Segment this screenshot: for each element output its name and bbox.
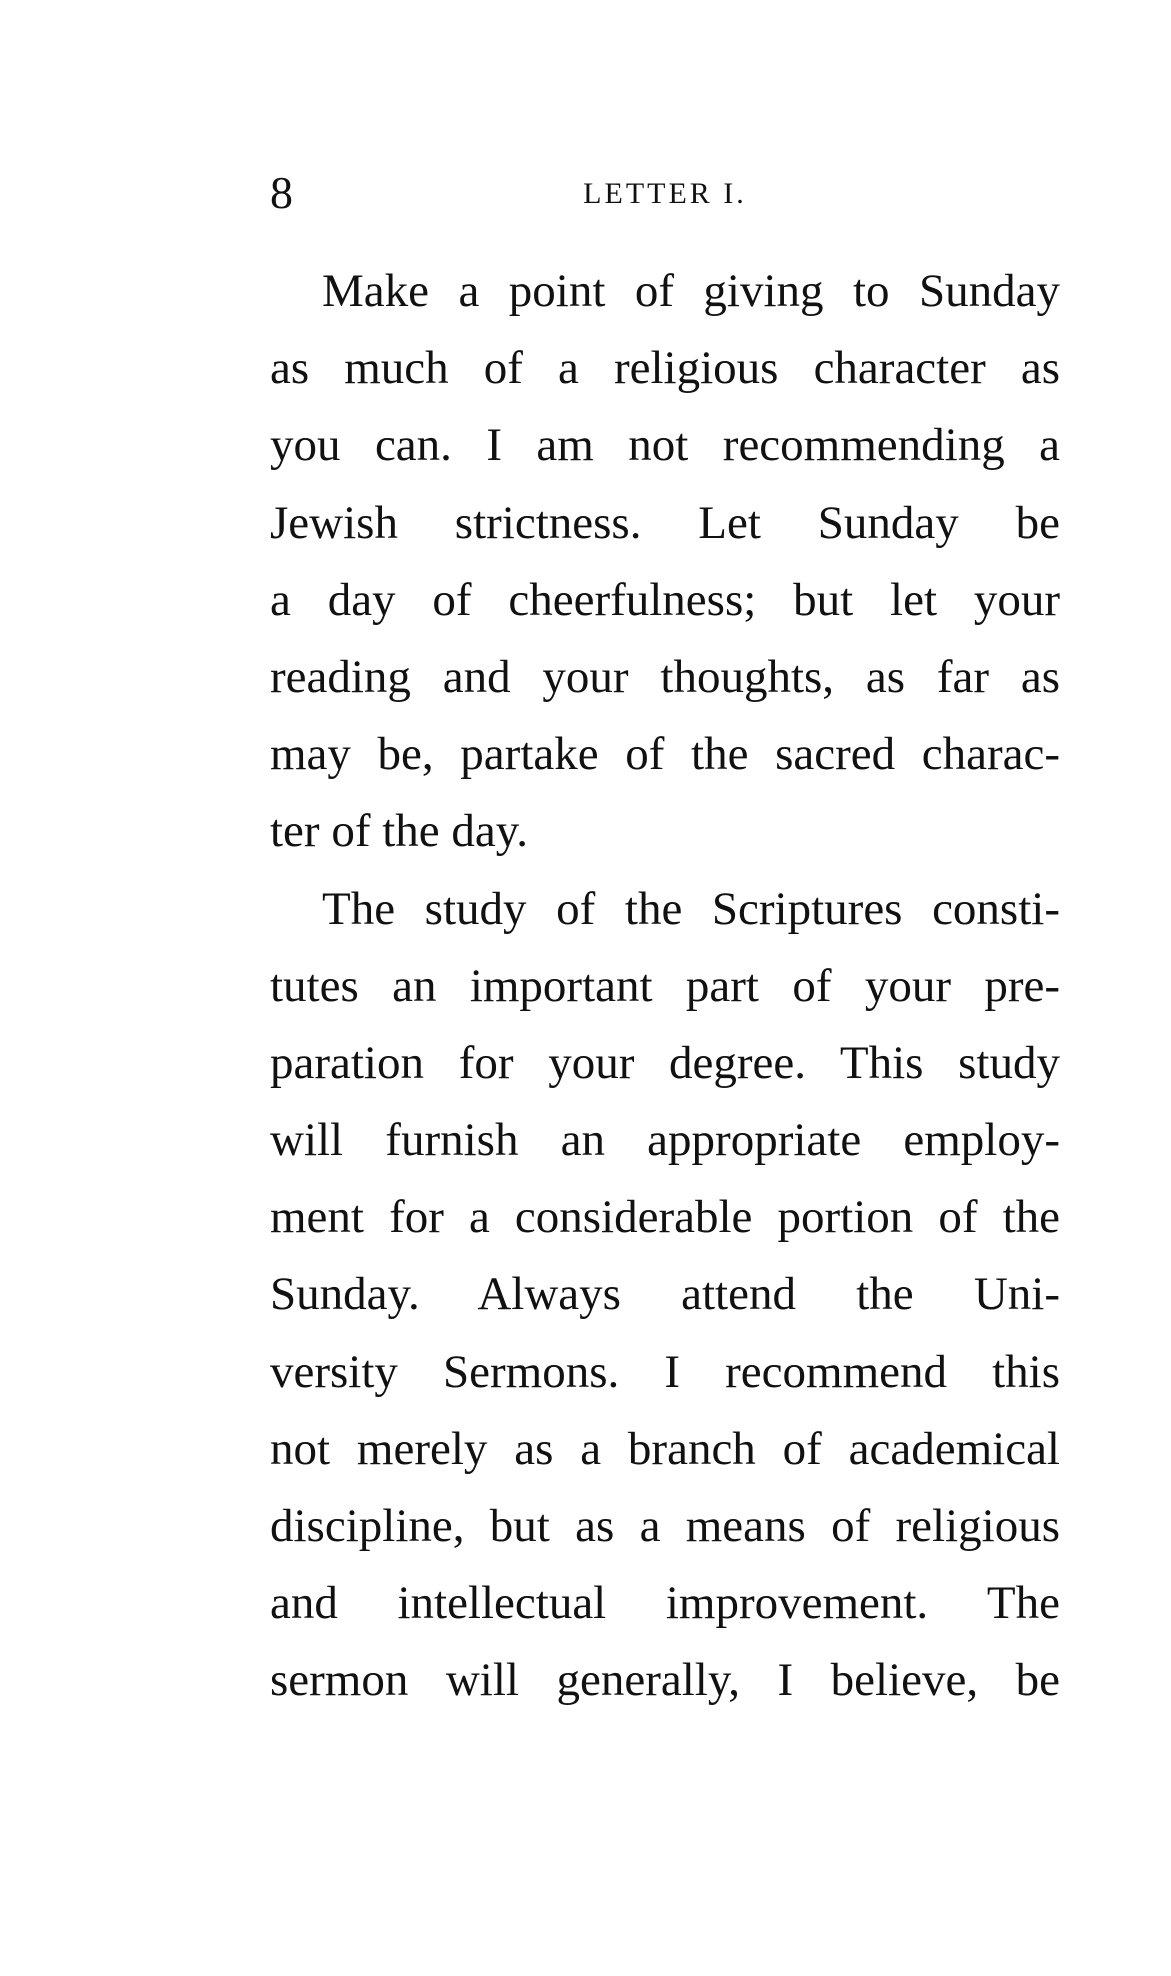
- text-line: discipline, but as a means of religious: [270, 1500, 1060, 1552]
- text-line: reading and your thoughts, as far as: [270, 650, 1060, 703]
- text-line: a day of cheerfulness; but let your: [270, 573, 1060, 626]
- text-line: versity Sermons. I recommend this: [270, 1345, 1060, 1398]
- text-line: ter of the day.: [270, 805, 528, 858]
- paragraph-2: [270, 871, 1060, 1720]
- running-head: [270, 168, 1060, 218]
- text-line: not merely as a branch of academical: [270, 1422, 1060, 1475]
- paragraph-1: [270, 253, 1060, 871]
- text-line: The study of the Scriptures consti-: [322, 882, 1060, 935]
- text-line: will furnish an appropriate employ-: [270, 1114, 1060, 1167]
- text-line: sermon will generally, I believe, be: [270, 1654, 1060, 1707]
- text-line: tutes an important part of your pre-: [270, 959, 1060, 1012]
- page-number: 8: [270, 167, 293, 218]
- body-text: [270, 253, 1060, 1720]
- text-line: ment for a considerable portion of the: [270, 1191, 1060, 1244]
- text-line: Jewish strictness. Let Sunday be: [270, 496, 1060, 549]
- text-line: and intellectual improvement. The: [270, 1577, 1060, 1630]
- text-line: Make a point of giving to Sunday: [322, 265, 1060, 317]
- text-line: paration for your degree. This study: [270, 1036, 1060, 1089]
- text-line: you can. I am not recommending a: [270, 419, 1060, 472]
- text-line: may be, partake of the sacred charac-: [270, 728, 1060, 781]
- text-line: as much of a religious character as: [270, 342, 1060, 395]
- running-title: LETTER I.: [583, 177, 747, 210]
- text-line: Sunday. Always attend the Uni-: [270, 1268, 1060, 1321]
